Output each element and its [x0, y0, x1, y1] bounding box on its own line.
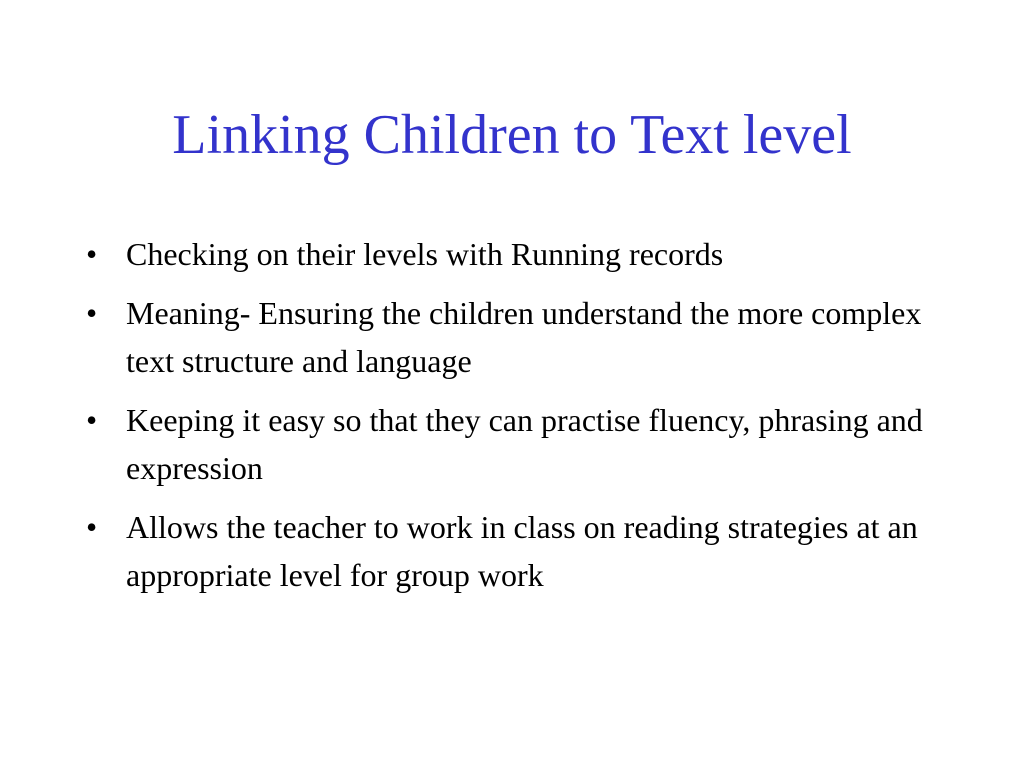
bullet-item: [86, 230, 946, 278]
bullet-dot-icon: •: [86, 509, 98, 545]
bullet-text: Checking on their levels with Running records: [126, 236, 724, 272]
bullet-item: [86, 503, 946, 599]
slide-title: Linking Children to Text level: [172, 104, 852, 166]
bullet-dot-icon: •: [86, 236, 98, 272]
bullet-text: Meaning- Ensuring the children understand the more complex text structure and language: [126, 295, 922, 379]
bullet-dot-icon: •: [86, 295, 98, 331]
bullet-text: Allows the teacher to work in class on reading strategies at an appropriate level for group work: [126, 509, 918, 593]
bullet-list: [86, 230, 946, 610]
bullet-text: Keeping it easy so that they can practise fluency, phrasing and expression: [126, 402, 923, 486]
bullet-item: [86, 396, 946, 492]
bullet-item: [86, 289, 946, 385]
bullet-dot-icon: •: [86, 402, 98, 438]
